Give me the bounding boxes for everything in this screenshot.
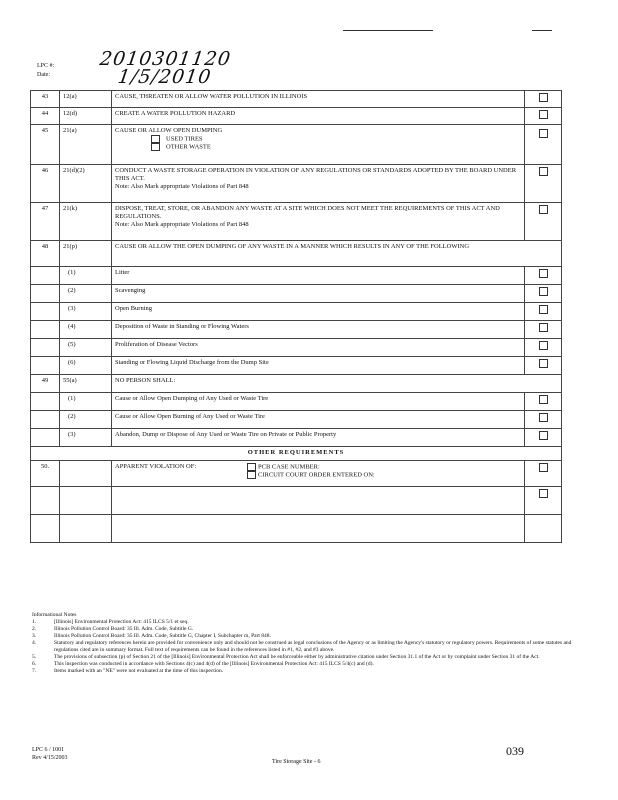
row-section: 12(a)	[60, 91, 112, 108]
row-text: Standing or Flowing Liquid Discharge from the Dump Site	[112, 357, 525, 375]
note-text: [Illinois] Environmental Protection Act: 415 ILCS 5/1 et seq.	[54, 619, 189, 625]
row-number: 43	[31, 91, 60, 108]
note-text: Illinois Pollution Control Board: 35 Ill. Adm. Code, Subtitle G, Chapter I, Subchapter m, Part 848.	[54, 633, 271, 639]
violation-checkbox[interactable]	[539, 413, 548, 422]
form-id: LPC 6 / 1001	[32, 747, 65, 753]
violation-checkbox[interactable]	[539, 431, 548, 440]
lpc-label: LPC #:	[37, 63, 55, 69]
note-number: 6.	[32, 661, 37, 667]
row-text: Litter	[112, 267, 525, 285]
blank-entry[interactable]	[112, 515, 525, 543]
form-revision: Rev 4/15/2003	[32, 755, 68, 761]
violation-checkbox[interactable]	[539, 359, 548, 368]
notes-heading: Informational Notes	[32, 612, 77, 618]
row-49-2	[31, 411, 562, 429]
row-section: (1)	[60, 393, 112, 411]
violation-checkbox[interactable]	[539, 129, 548, 138]
row-text: CAUSE, THREATEN OR ALLOW WATER POLLUTION IN ILLINOIS	[112, 91, 525, 108]
row-number: 46	[31, 165, 60, 203]
row-text: Proliferation of Disease Vectors	[112, 339, 525, 357]
blank-entry[interactable]	[112, 487, 525, 515]
row-48-1	[31, 267, 562, 285]
row-section: 21(d)(2)	[60, 165, 112, 203]
other-waste-checkbox[interactable]	[151, 143, 160, 151]
row-49-1	[31, 393, 562, 411]
row-44	[31, 108, 562, 125]
row-section: (2)	[60, 285, 112, 303]
row-48-3	[31, 303, 562, 321]
row-48-6	[31, 357, 562, 375]
row-text: CONDUCT A WASTE STORAGE OPERATION IN VIOLATION OF ANY REGULATIONS OR STANDARDS ADOPTED BY THE BOARD UNDER THIS ACT.	[115, 167, 517, 182]
row-text: Abandon, Dump or Dispose of Any Used or Waste Tire on Private or Public Property	[112, 429, 525, 447]
lpc-handwritten: 2010301120	[98, 48, 233, 70]
violation-checkbox[interactable]	[539, 269, 548, 278]
note-number: 7.	[32, 668, 37, 674]
row-section: (6)	[60, 357, 112, 375]
note-number: 2.	[32, 626, 37, 632]
row-48-5	[31, 339, 562, 357]
row-text: Scavenging	[112, 285, 525, 303]
option-label: OTHER WASTE	[166, 143, 211, 151]
date-label: Date:	[37, 72, 50, 78]
note-number: 5.	[32, 654, 37, 660]
blank-row	[31, 515, 562, 543]
top-rule-right	[532, 30, 552, 31]
row-note: Note: Also Mark appropriate Violations of Part 848	[115, 183, 249, 190]
note-number: 3.	[32, 633, 37, 639]
note-number: 4.	[32, 640, 37, 646]
note-text: Items marked with an "NE" were not evaluated at the time of this inspection.	[54, 668, 224, 674]
violation-checkbox[interactable]	[539, 167, 548, 176]
violation-checkbox[interactable]	[539, 323, 548, 332]
violation-checkbox[interactable]	[539, 305, 548, 314]
informational-notes	[32, 612, 572, 675]
other-requirements-header	[31, 447, 562, 461]
row-number: 47	[31, 203, 60, 241]
row-section: (4)	[60, 321, 112, 339]
note-text: Illinois Pollution Control Board: 35 Ill. Adm. Code, Subtitle G.	[54, 626, 194, 632]
apparent-violation-label: APPARENT VIOLATION OF:	[115, 463, 197, 470]
note-text: This inspection was conducted in accordance with Sections 4(c) and 4(d) of the [Illinois] Environmental Protection Act: 415 ILCS 5/4(c) and (d).	[54, 661, 374, 667]
row-48	[31, 241, 562, 267]
section-heading: OTHER REQUIREMENTS	[31, 447, 562, 461]
row-text: Cause or Allow Open Burning of Any Used or Waste Tire	[112, 411, 525, 429]
note-text: The provisions of subsection (p) of Section 21 of the [Illinois] Environmental Protection Act shall be enforceable either by administrative citation under Section 31.1 of the Act or by complaint under Section 31 of the Act.	[54, 654, 540, 660]
violation-checkbox[interactable]	[539, 489, 548, 498]
violation-checkbox[interactable]	[539, 341, 548, 350]
date-handwritten: 1/5/2010	[116, 66, 213, 88]
row-section: (1)	[60, 267, 112, 285]
row-text: Deposition of Waste in Standing or Flowing Waters	[112, 321, 525, 339]
row-note: Note: Also Mark appropriate Violations of Part 848	[115, 221, 249, 228]
row-section: 12(d)	[60, 108, 112, 125]
circuit-court-checkbox[interactable]	[247, 471, 256, 479]
violation-checkbox[interactable]	[539, 110, 548, 119]
row-section: 21(a)	[60, 125, 112, 165]
violation-checkbox[interactable]	[539, 463, 548, 472]
top-rule-left	[343, 30, 433, 31]
row-43	[31, 91, 562, 108]
row-number: 50.	[31, 461, 60, 487]
row-48-4	[31, 321, 562, 339]
violations-table	[30, 90, 562, 543]
row-49-3	[31, 429, 562, 447]
row-number: 44	[31, 108, 60, 125]
row-number: 48	[31, 241, 60, 267]
option-label: USED TIRES	[166, 135, 203, 143]
option-label: CIRCUIT COURT ORDER ENTERED ON:	[258, 471, 375, 479]
row-section: 55(a)	[60, 375, 112, 393]
row-text: CAUSE OR ALLOW OPEN DUMPING	[115, 127, 223, 134]
violation-checkbox[interactable]	[539, 205, 548, 214]
row-50	[31, 461, 562, 487]
note-number: 1.	[32, 619, 37, 625]
row-48-2	[31, 285, 562, 303]
note-text: Statutory and regulatory references herein are provided for convenience only and should not be construed as legal conclusions of the Agency or as limiting the Agency's statutory or regulatory powers. Requirements of some statutes and regulations cited are in summary format. Full text of requirements can be found in the references listed in #1, #2, and #3 above.	[54, 640, 572, 653]
used-tires-checkbox[interactable]	[151, 135, 160, 143]
row-number: 49	[31, 375, 60, 393]
page-number: 039	[506, 744, 524, 758]
blank-row	[31, 487, 562, 515]
pcb-case-checkbox[interactable]	[247, 463, 256, 471]
row-number: 45	[31, 125, 60, 165]
row-46	[31, 165, 562, 203]
row-text: Cause or Allow Open Dumping of Any Used or Waste Tire	[112, 393, 525, 411]
row-text: CREATE A WATER POLLUTION HAZARD	[112, 108, 525, 125]
violation-checkbox[interactable]	[539, 395, 548, 404]
violation-checkbox[interactable]	[539, 93, 548, 102]
row-section: 21(k)	[60, 203, 112, 241]
row-47	[31, 203, 562, 241]
row-section: (3)	[60, 303, 112, 321]
row-45	[31, 125, 562, 165]
footer-center: Tire Storage Site - 6	[272, 759, 321, 765]
row-section: 21(p)	[60, 241, 112, 267]
row-text: Open Burning	[112, 303, 525, 321]
row-section: (2)	[60, 411, 112, 429]
violation-checkbox[interactable]	[539, 287, 548, 296]
row-text: NO PERSON SHALL:	[112, 375, 562, 393]
row-section: (3)	[60, 429, 112, 447]
row-text: CAUSE OR ALLOW THE OPEN DUMPING OF ANY WASTE IN A MANNER WHICH RESULTS IN ANY OF THE FOLLOWING	[112, 241, 562, 267]
row-section: (5)	[60, 339, 112, 357]
row-49	[31, 375, 562, 393]
option-label: PCB CASE NUMBER:	[258, 463, 320, 471]
row-text: DISPOSE, TREAT, STORE, OR ABANDON ANY WASTE AT A SITE WHICH DOES NOT MEET THE REQUIREMENTS OF THIS ACT AND REGULATIONS.	[115, 205, 500, 220]
